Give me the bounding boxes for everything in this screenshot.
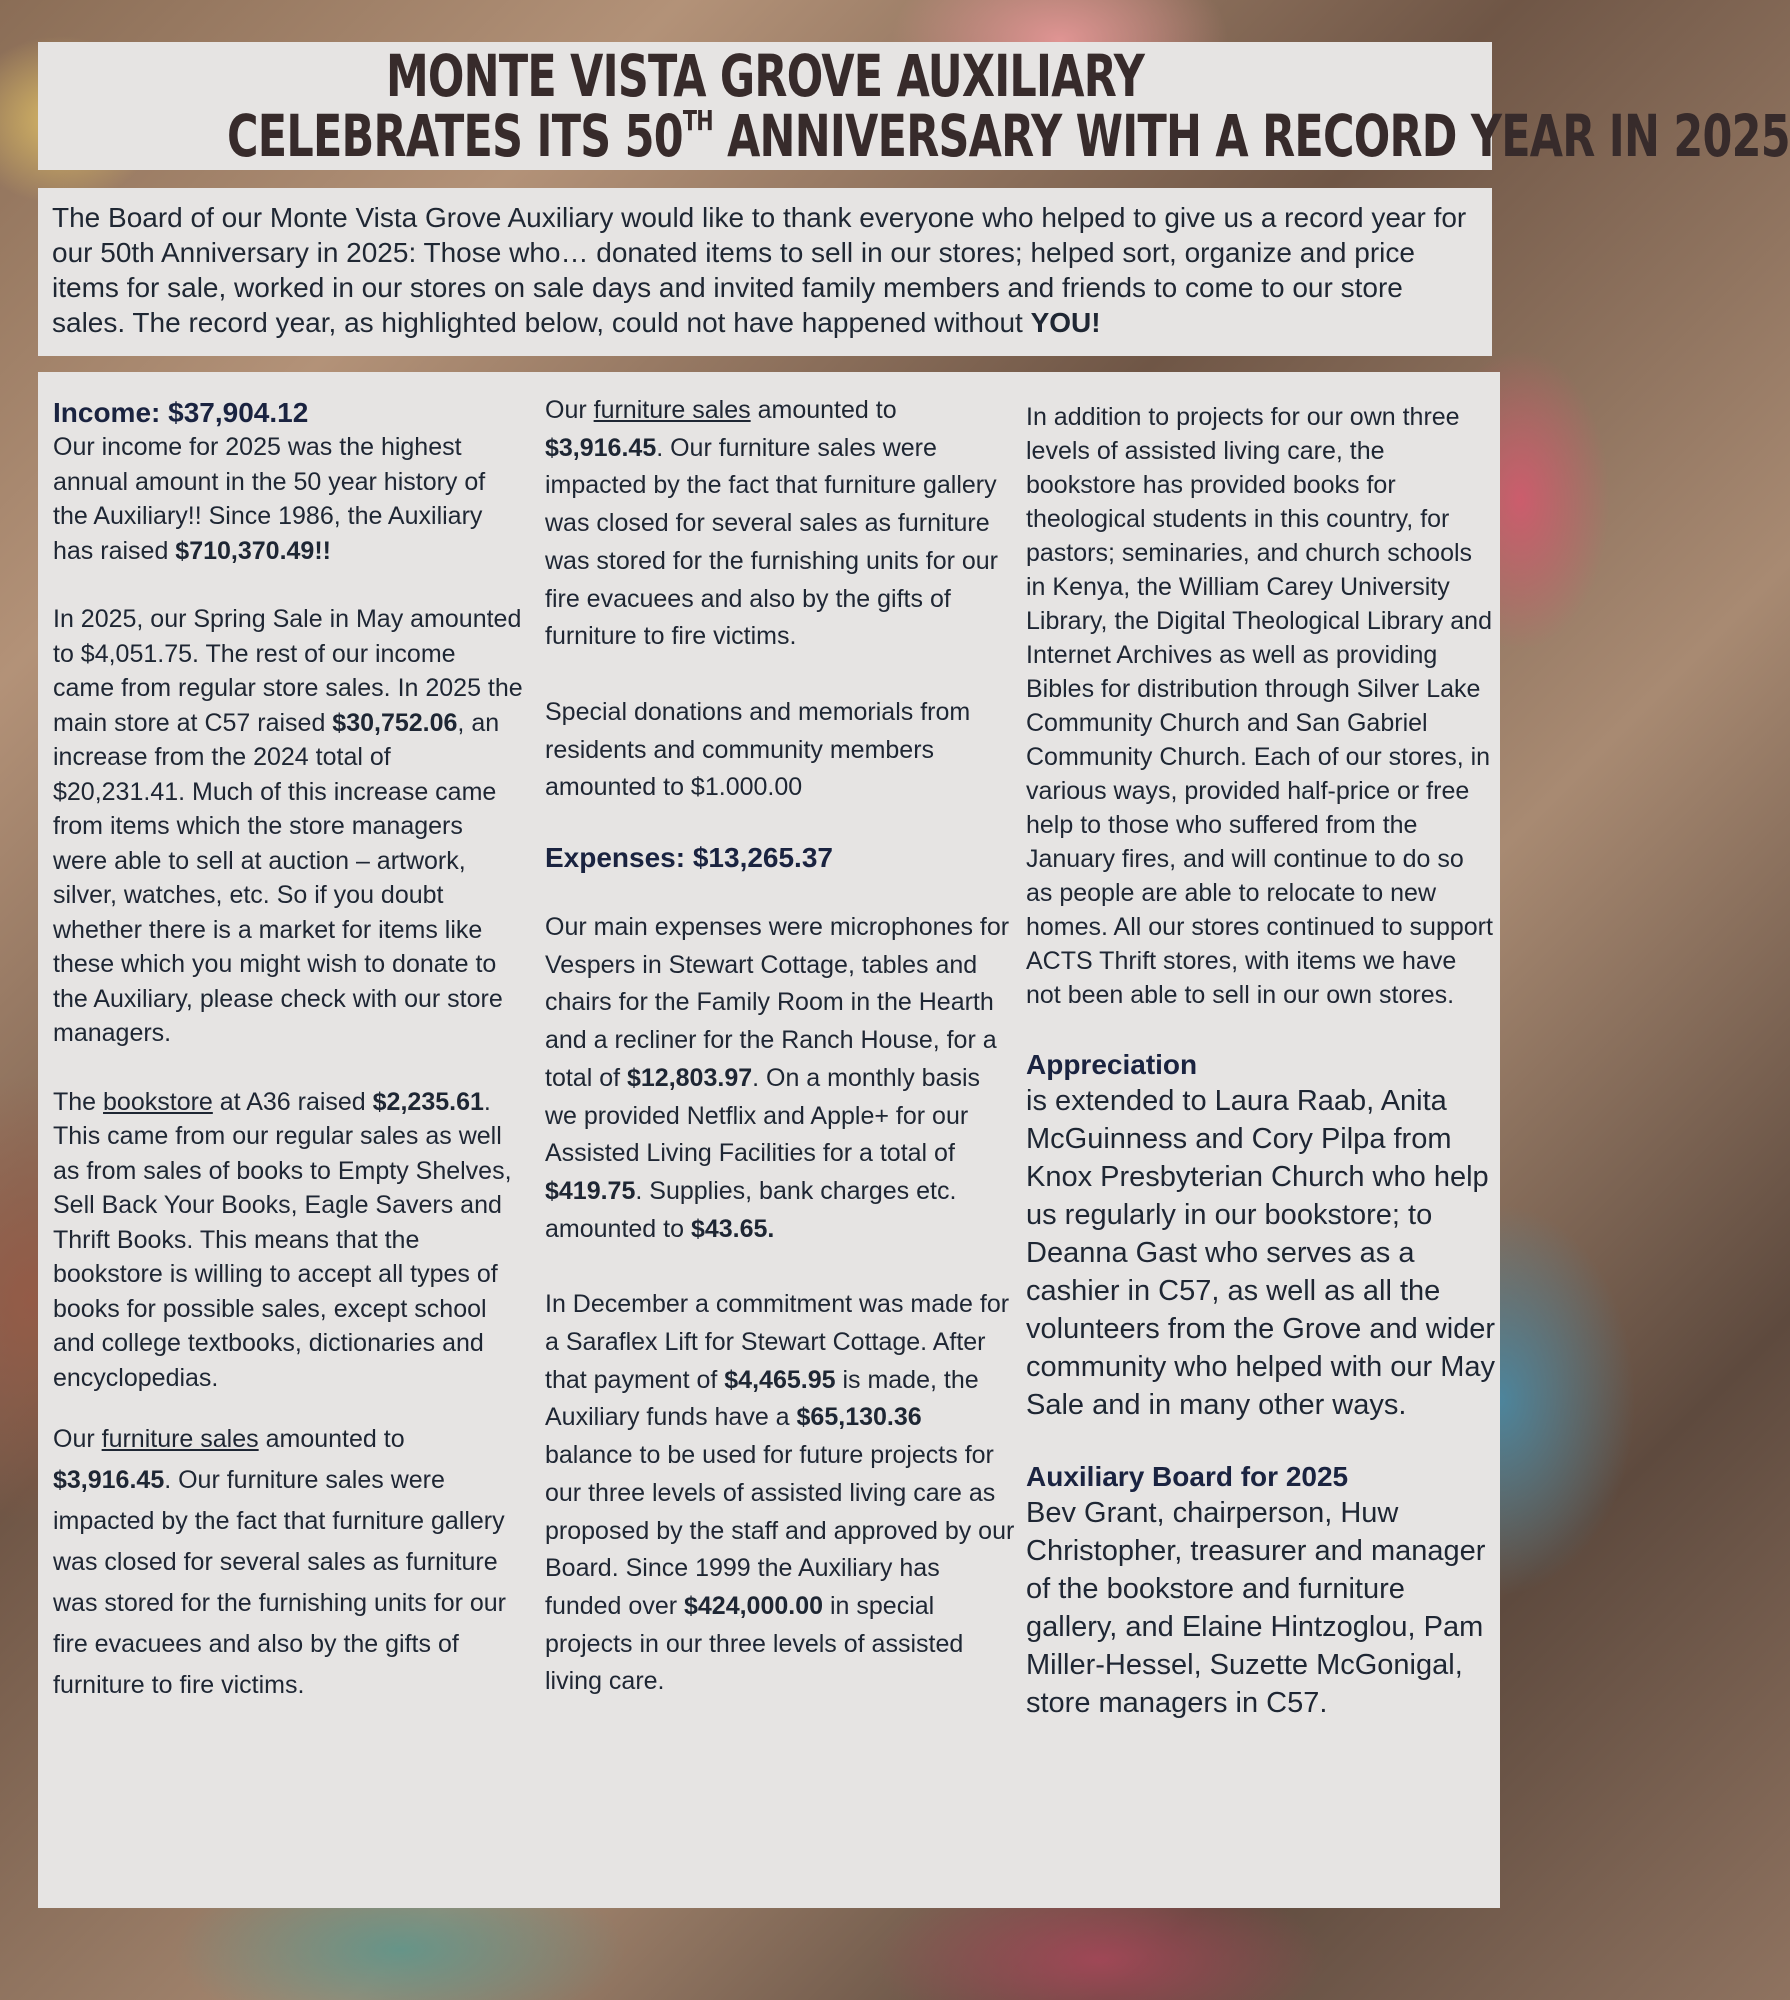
title-line-1: MONTE VISTA GROVE AUXILIARY: [385, 42, 1145, 110]
furn2-text-a: Our: [545, 396, 594, 424]
dec-text-b: is made, the Auxiliary funds have a: [545, 1365, 979, 1432]
board-heading: Auxiliary Board for 2025: [1026, 1461, 1349, 1492]
furniture-amount-2: $3,916.45: [545, 433, 657, 462]
exp-text-c: . Supplies, bank charges etc. amounted to: [545, 1176, 957, 1243]
intro-panel: [38, 188, 1492, 356]
intro-text: The Board of our Monte Vista Grove Auxiliary would like to thank everyone who helped to give us a record year for our 50th Anniversary in 2025: Those who… donated items to sell in our stores; helped sort, organize and price items for sale, worked in our stores on sale days and invited family members and friends to come to our store sales. The record year, as highlighted below, could not have happened without: [52, 202, 1467, 338]
column-2: [545, 372, 1015, 1701]
furn2-text-c: . Our furniture sales were impacted by the fact that furniture gallery was closed for several sales as furniture was stored for the furnishing units for our fire evacuees and also by the gifts of furniture to fire victims.: [545, 433, 999, 651]
furniture-paragraph-col1: [53, 1419, 523, 1706]
spring-sale-paragraph: [53, 602, 523, 1051]
column-1: [53, 372, 523, 1706]
title-line-2: [227, 102, 1790, 170]
furniture-paragraph-col2: [545, 392, 1015, 656]
dec-text-d: in special projects in our three levels of assisted living care.: [545, 1591, 964, 1696]
expense-amount-2: $419.75: [545, 1176, 636, 1205]
dec-text-a: In December a commitment was made for a Saraflex Lift for Stewart Cottage. After that payment of: [545, 1290, 1010, 1394]
bookstore-amount: $2,235.61: [372, 1087, 484, 1116]
special-donations-paragraph: Special donations and memorials from residents and community members amounted to $1.000.00: [545, 697, 971, 802]
furn1-text-c: . Our furniture sales were impacted by the fact that furniture gallery was closed for several sales as furniture was stored for the furnishing units for our fire evacuees and also by the gifts of furniture to fire victims.: [53, 1466, 507, 1699]
spring-amount: $30,752.06: [332, 708, 458, 737]
bookstore-paragraph: [53, 1085, 523, 1396]
spring-text-b: , an increase from the 2024 total of $20,231.41. Much of this increase came from items which the store managers were able to sell at auction – artwork, silver, watches, etc. So if you doubt whether there is a market for items like these which you might wish to donate to the Auxiliary, please check with our store managers.: [53, 708, 503, 1047]
december-amount-1: $4,465.95: [724, 1365, 836, 1394]
book-text-a: The: [53, 1087, 104, 1116]
intro-emphasis: YOU!: [1030, 307, 1101, 338]
expenses-heading: Expenses: $13,265.37: [545, 842, 833, 874]
dec-text-c: balance to be used for future projects for our three levels of assisted living care as proposed by the staff and approved by our Board. Since 1999 the Auxiliary has funded over: [545, 1441, 1015, 1620]
expense-amount-1: $12,803.97: [627, 1063, 753, 1092]
income-paragraph: [53, 430, 523, 568]
book-text-c: . This came from our regular sales as well as from sales of books to Empty Shelves, Sell Back Your Books, Eagle Savers and Thrift Books. This means that the bookstore is willing to accept all types of books for possible sales, except school and college textbooks, dictionaries and encyclopedias.: [53, 1087, 512, 1392]
appreciation-paragraph: is extended to Laura Raab, Anita McGuinness and Cory Pilpa from Knox Presbyterian Church who help us regularly in our bookstore; to Deanna Gast who serves as a cashier in C57, as well as all the volunteers from the Grove and wider community who helped with our May Sale and in many other ways.: [1026, 1085, 1496, 1421]
appreciation-heading: Appreciation: [1026, 1049, 1198, 1080]
title-banner: [38, 42, 1790, 170]
expense-amount-3: $43.65.: [690, 1214, 775, 1243]
december-amount-2: $65,130.36: [796, 1403, 922, 1432]
book-text-b: at A36 raised: [212, 1087, 373, 1116]
title-superscript: TH: [682, 104, 713, 137]
income-total: $710,370.49!!: [175, 536, 331, 565]
column-3: [1026, 372, 1496, 1722]
intro-paragraph: [52, 200, 1478, 340]
december-amount-3: $424,000.00: [684, 1591, 824, 1620]
furniture-amount-1: $3,916.45: [53, 1466, 165, 1494]
bookstore-underlined: bookstore: [103, 1087, 213, 1116]
title-line-2-end: ANNIVERSARY WITH A RECORD YEAR IN 2025: [712, 102, 1790, 170]
furniture-underlined-2: furniture sales: [593, 396, 751, 424]
exp-text-a: Our main expenses were microphones for Vespers in Stewart Cottage, tables and chairs for the Family Room in the Hearth and a recliner for the Ranch House, for a total of: [545, 913, 1010, 1092]
furn2-text-b: amounted to: [750, 396, 897, 424]
projects-paragraph: In addition to projects for our own three levels of assisted living care, the bookstore has provided books for theological students in this country, for pastors; seminaries, and church schools in Kenya, the William Carey University Library, the Digital Theological Library and Internet Archives as well as providing Bibles for distribution through Silver Lake Community Church and San Gabriel Community Church. Each of our stores, in various ways, provided half-price or free help to those who suffered from the January fires, and will continue to do so as people are able to relocate to new homes. All our stores continued to support ACTS Thrift stores, with items we have not been able to sell in our own stores.: [1026, 403, 1493, 1009]
board-paragraph: Bev Grant, chairperson, Huw Christopher, treasurer and manager of the bookstore and furniture gallery, and Elaine Hintzoglou, Pam Miller-Hessel, Suzette McGonigal, store managers in C57.: [1026, 1497, 1486, 1719]
december-paragraph: [545, 1286, 1015, 1701]
exp-text-b: . On a monthly basis we provided Netflix and Apple+ for our Assisted Living Facilities for a total of: [545, 1063, 981, 1168]
furn1-text-b: amounted to: [258, 1425, 405, 1453]
income-heading: Income: $37,904.12: [53, 397, 309, 428]
spring-text-a: In 2025, our Spring Sale in May amounted to $4,051.75. The rest of our income came from regular store sales. In 2025 the main store at C57 raised: [53, 605, 523, 737]
expenses-paragraph: [545, 909, 1015, 1248]
furn1-text-a: Our: [53, 1425, 102, 1453]
furniture-underlined-1: furniture sales: [101, 1425, 259, 1453]
income-text: Our income for 2025 was the highest annual amount in the 50 year history of the Auxiliary!! Since 1986, the Auxiliary has raised: [53, 433, 486, 565]
title-line-2-start: CELEBRATES ITS 50: [227, 102, 683, 170]
report-panel: [38, 372, 1500, 1908]
